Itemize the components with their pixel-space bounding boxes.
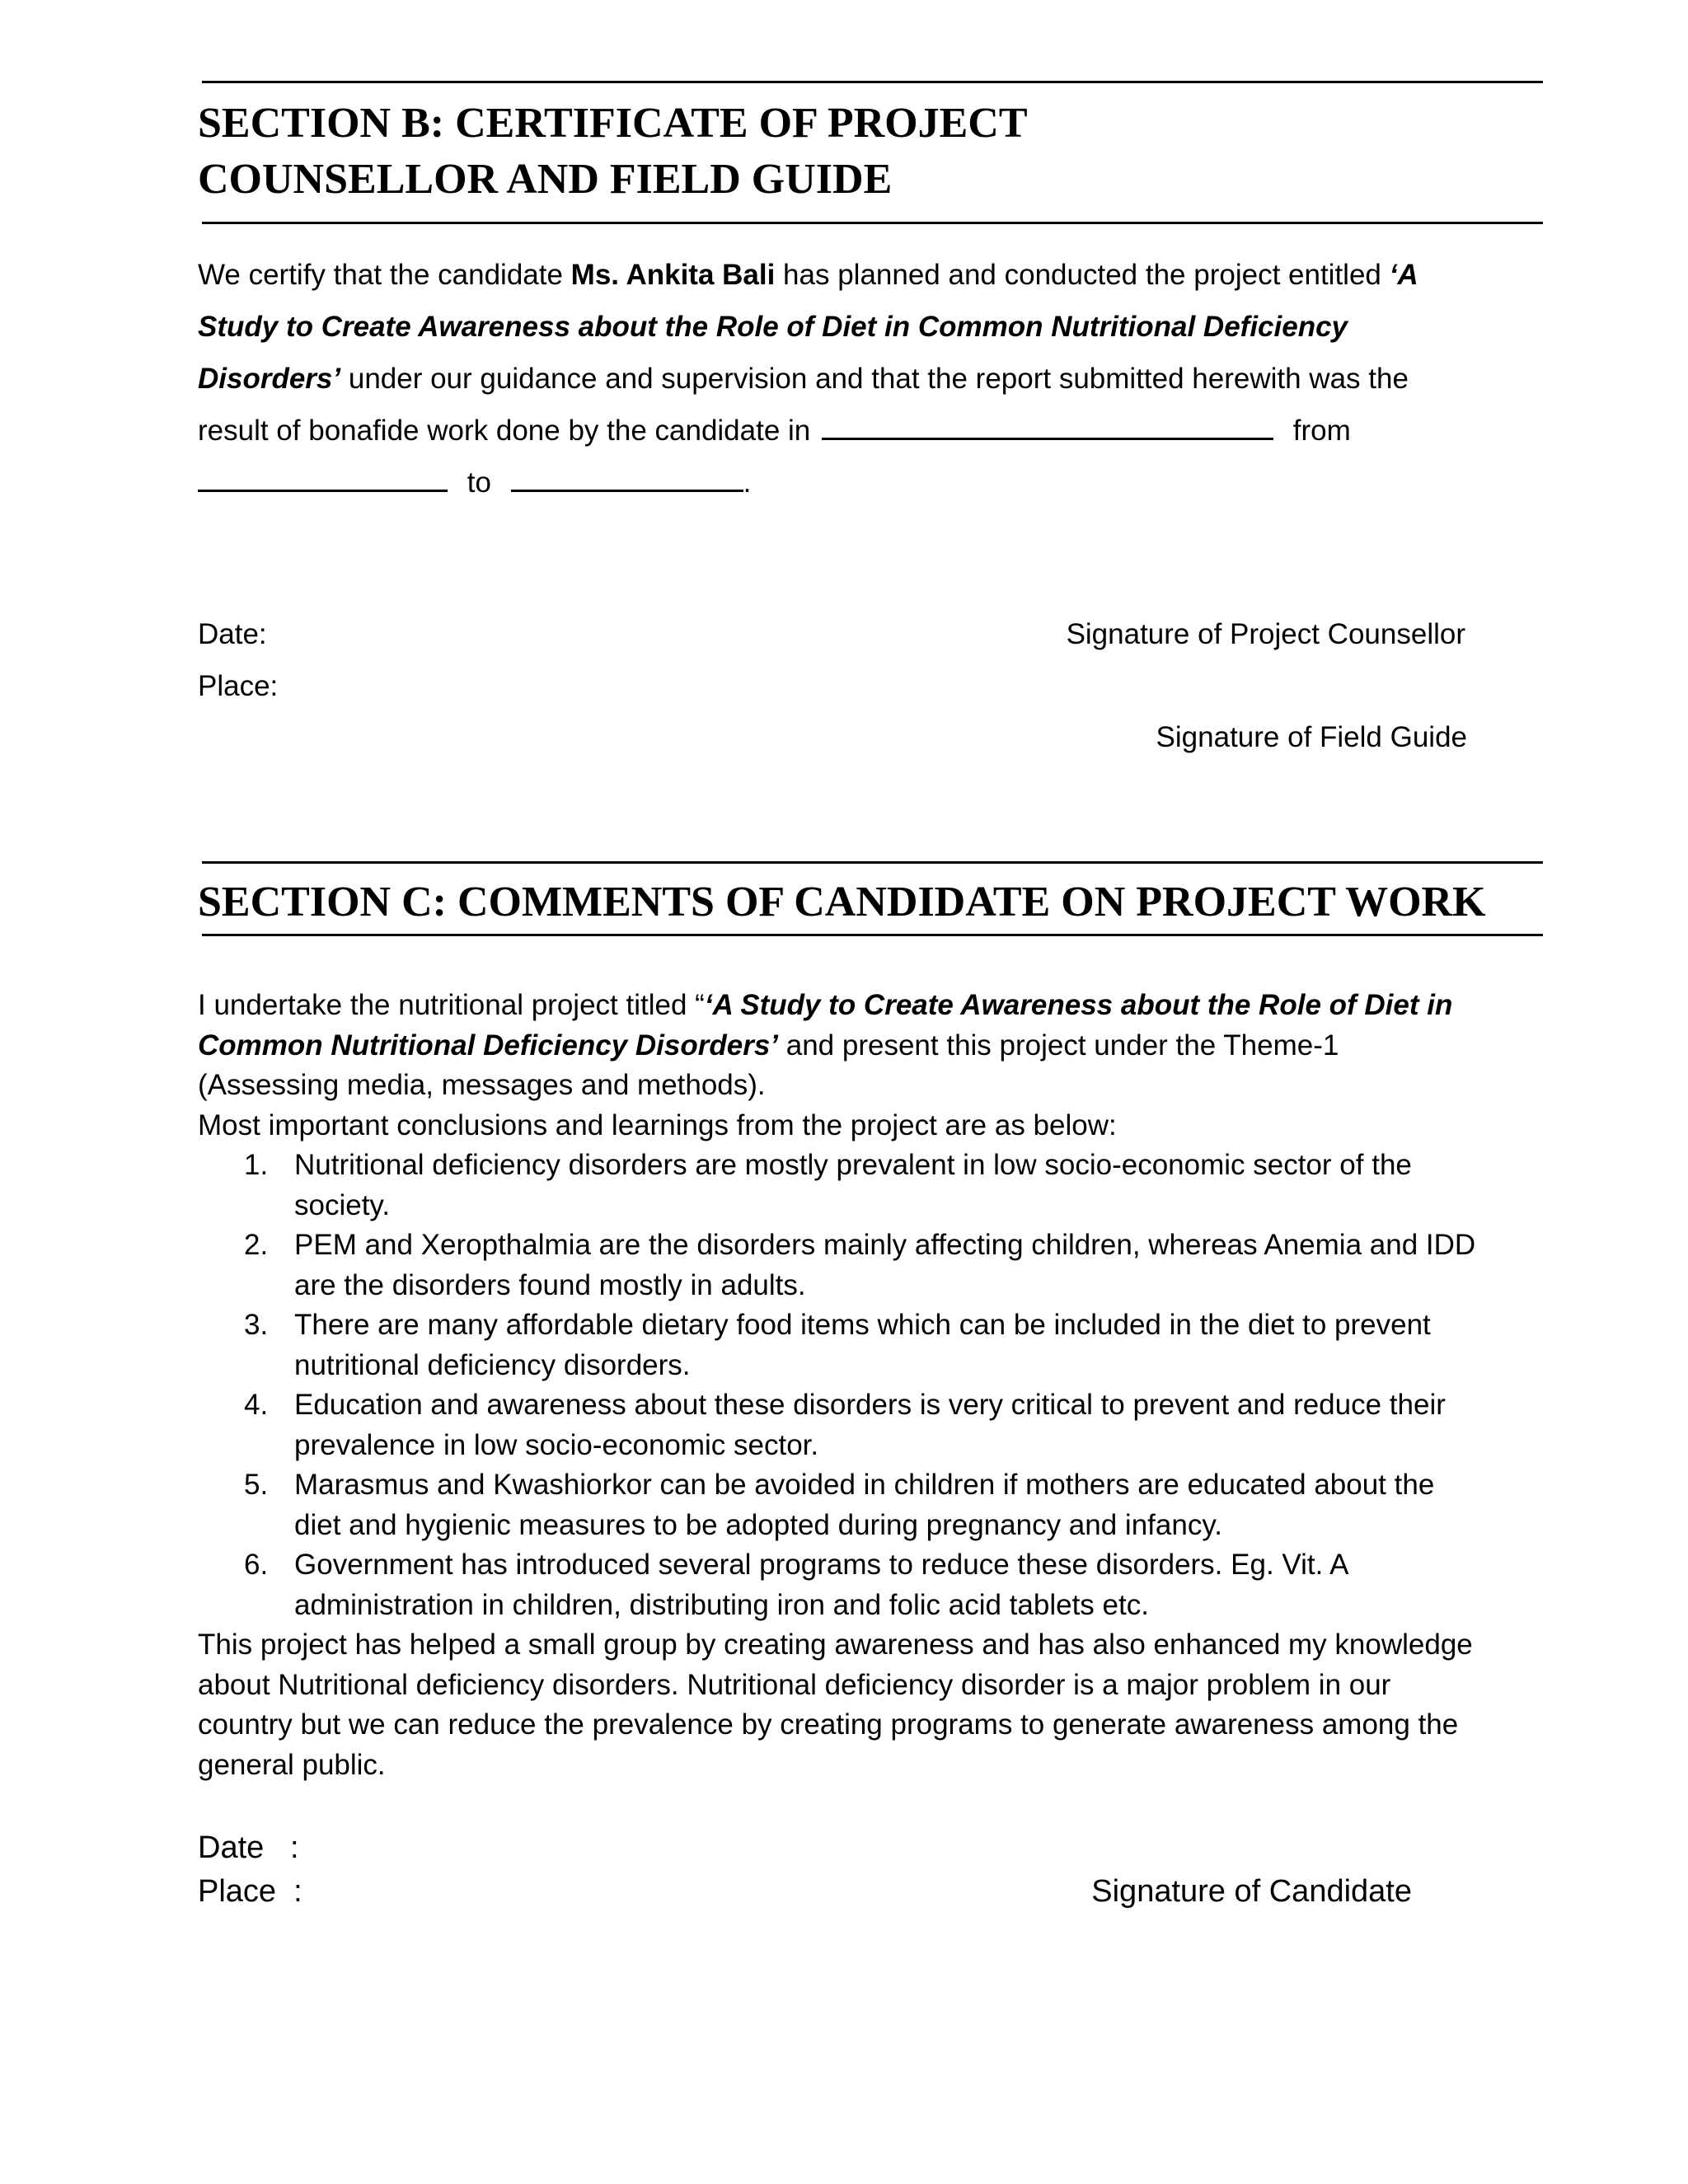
- cert-intro: We certify that the candidate: [198, 259, 571, 291]
- list-item: [198, 1465, 1484, 1545]
- closing-paragraph: This project has helped a small group by creating awareness and has also enhanced my knowledge about Nutritional deficiency disorders. Nutritional deficiency disorder is a major problem in our country but we can reduce the prevalence by creating programs to generate awareness among the general public.: [198, 1629, 1473, 1781]
- blank-to-date: [511, 463, 743, 492]
- place-label: Place:: [198, 670, 279, 702]
- list-text: There are many affordable dietary food items which can be included in the diet to prevent nutritional deficiency disorders.: [294, 1309, 1431, 1381]
- list-number: 2.: [244, 1229, 269, 1261]
- list-number: 5.: [244, 1469, 269, 1501]
- date-label: Date:: [198, 618, 267, 650]
- signature-project-counsellor: Signature of Project Counsellor: [1066, 618, 1465, 650]
- list-item: [198, 1146, 1484, 1226]
- list-number: 4.: [244, 1389, 269, 1421]
- intro-pre: I undertake the nutritional project titled “: [198, 989, 705, 1021]
- section-b-top-rule: [202, 81, 1543, 83]
- signature-candidate: Signature of Candidate: [1091, 1874, 1412, 1909]
- section-c-heading: SECTION C: COMMENTS OF CANDIDATE ON PROJECT WORK: [198, 879, 1486, 926]
- signature-field-guide: Signature of Field Guide: [1156, 721, 1467, 753]
- section-b-bottom-rule: [202, 222, 1543, 224]
- candidate-place-label: Place :: [198, 1874, 302, 1909]
- list-number: 1.: [244, 1149, 269, 1181]
- candidate-name: Ms. Ankita Bali: [570, 259, 776, 291]
- end-period: .: [743, 466, 752, 499]
- word-from: from: [1292, 415, 1351, 447]
- list-item: [198, 1385, 1484, 1465]
- blank-from-date: [198, 463, 448, 492]
- section-b-heading: [198, 96, 1028, 208]
- section-b-heading-line2: COUNSELLOR AND FIELD GUIDE: [198, 156, 893, 203]
- list-text: Nutritional deficiency disorders are mostly prevalent in low socio-economic sector of the society.: [294, 1149, 1412, 1221]
- intro-post: and present this project under the Theme-1 (Assessing media, messages and methods).: [198, 1029, 1339, 1101]
- list-item: [198, 1226, 1484, 1305]
- conclusions-list: [198, 1146, 1484, 1625]
- comments-project-title: ‘A Study to Create Awareness about the Role of Diet in Common Nutritional Deficiency Disorders’: [198, 989, 1453, 1062]
- section-c-top-rule: [202, 861, 1543, 864]
- list-item: [198, 1305, 1484, 1385]
- word-to: to: [467, 466, 491, 499]
- section-c-bottom-rule: [202, 934, 1543, 936]
- list-text: Marasmus and Kwashiorkor can be avoided in children if mothers are educated about the diet and hygienic measures to be adopted during pregnancy and infancy.: [294, 1469, 1435, 1541]
- blank-institution: [822, 411, 1273, 440]
- cert-mid: has planned and conducted the project entitled: [775, 259, 1390, 291]
- list-number: 6.: [244, 1549, 269, 1581]
- comments-intro: [198, 986, 1484, 1106]
- list-text: PEM and Xeropthalmia are the disorders mainly affecting children, whereas Anemia and IDD are the disorders found mostly in adults.: [294, 1229, 1476, 1301]
- list-text: Government has introduced several programs to reduce these disorders. Eg. Vit. A administration in children, distributing iron and folic acid tablets etc.: [294, 1549, 1348, 1621]
- conclusions-heading: Most important conclusions and learnings from the project are as below:: [198, 1108, 1117, 1141]
- list-text: Education and awareness about these disorders is very critical to prevent and reduce their prevalence in low socio-economic sector.: [294, 1389, 1446, 1461]
- comments-body: [198, 986, 1484, 1785]
- candidate-date-label: Date :: [198, 1830, 299, 1865]
- cert-rest: under our guidance and supervision and that the report submitted herewith was the result of bonafide work done by the candidate in: [198, 363, 1409, 447]
- list-item: [198, 1545, 1484, 1625]
- list-number: 3.: [244, 1309, 269, 1341]
- project-title: ‘A Study to Create Awareness about the Role of Diet in Common Nutritional Deficiency Disorders’: [198, 259, 1418, 395]
- section-b-heading-line1: SECTION B: CERTIFICATE OF PROJECT: [198, 100, 1028, 147]
- certificate-paragraph: [198, 249, 1484, 509]
